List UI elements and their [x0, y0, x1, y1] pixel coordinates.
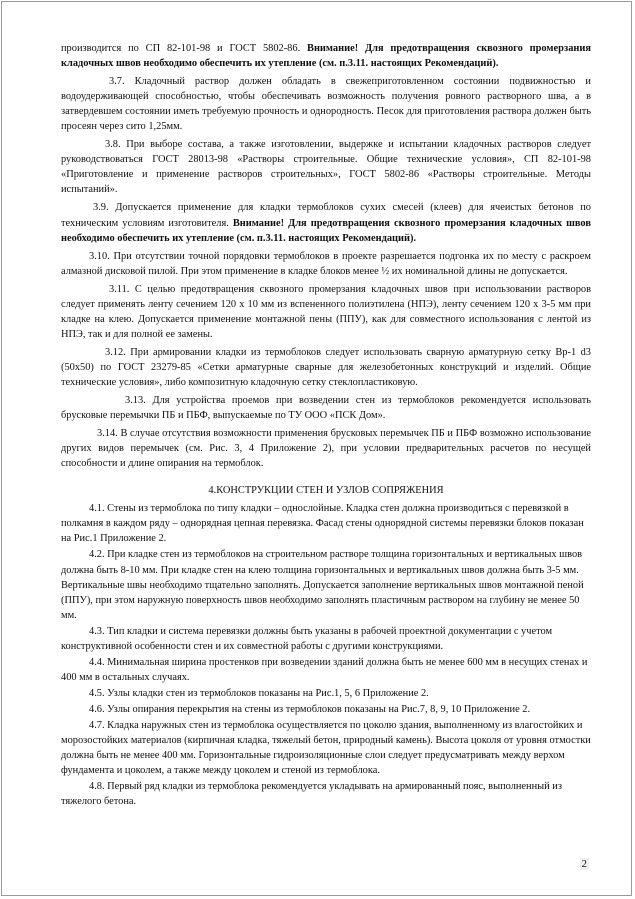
section-4-heading: 4.КОНСТРУКЦИИ СТЕН И УЗЛОВ СОПРЯЖЕНИЯ	[208, 485, 444, 497]
paragraph	[61, 393, 591, 423]
paragraph	[61, 345, 591, 390]
paragraph-run: 3.12. При армировании кладки из термоблоков следует использовать сварную арматурную сетку Вр-1 d3 (50х50) по ГОСТ 23279-85 «Сетки арматурные сварные для железобетонных конструкций и изделий. Общие технические условия», либо композитную кладочную сетку стеклопластиковую.	[61, 346, 591, 388]
paragraph	[61, 41, 591, 71]
paragraph-bold-run: Внимание! Для предотвращения сквозного промерзания кладочных швов необходимо обеспечить их утепление (см. п.3.11. настоящих Рекомендаций).	[61, 217, 591, 244]
page-content	[61, 41, 591, 809]
paragraph: 4.8. Первый ряд кладки из термоблока рекомендуется укладывать на армированный пояс, выполненный из тяжелого бетона.	[61, 781, 562, 808]
paragraph	[61, 137, 591, 197]
section-4-body	[61, 501, 591, 809]
paragraph-run: производится по СП 82-101-98 и ГОСТ 5802-86.	[61, 43, 308, 54]
paragraph: 4.1. Стены из термоблока по типу кладки – однослойные. Кладка стен должна производиться с перевязкой в полкамня в каждом ряду – однорядная цепная перевязка. Фасад стены однорядной системы перевязки блоков показан на Рис.1 Приложение 2.	[61, 503, 584, 545]
paragraph-run: 3.9. Допускается применение для кладки термоблоков сухих смесей (клеев) для ячеистых бетонов по техническим условиям изготовителя.	[61, 202, 591, 229]
section-3-continuation	[61, 41, 591, 471]
paragraph: 4.5. Узлы кладки стен из термоблоков показаны на Рис.1, 5, 6 Приложение 2.	[89, 687, 429, 699]
paragraph-run: 3.7. Кладочный раствор должен обладать в свежеприготовленном состоянии подвижностью и водоудерживающей способностью, чтобы обеспечивать возможность получения ровного растворного шва, а в затвердевшем состоянии иметь требуемую прочность и однородность. Песок для приготовления раствора должен быть просеян через сито 1,25мм.	[61, 76, 591, 133]
paragraph: 4.4. Минимальная ширина простенков при возведении зданий должна быть не менее 600 мм в несущих стенах и 400 мм в остальных случаях.	[61, 656, 588, 683]
paragraph	[61, 249, 591, 279]
paragraph-run: 3.13. Для устройства проемов при возведении стен из термоблоков рекомендуется использовать брусковые перемычки ПБ и ПБФ, выпускаемые по ТУ ООО «ПСК Дом».	[61, 395, 591, 422]
paragraph: 4.2. При кладке стен из термоблоков на строительном растворе толщина горизонтальных и вертикальных швов должна быть 8-10 мм. При кладке стен на клею толщина горизонтальных и вертикальных швов должна быть 3-5 мм. Вертикальные швы необходимо тщательно заполнять. Допускается заполнение вертикальных швов монтажной пеной (ППУ), при этом наружную поверхность швов необходимо заполнять пластичным раствором на глубину не менее 50 мм.	[61, 549, 584, 621]
paragraph-run: 3.8. При выборе состава, а также изготовлении, выдержке и испытании кладочных растворов следует руководствоваться ГОСТ 28013-98 «Растворы строительные. Общие технические условия», СП 82-101-98 «Приготовление и применение растворов строительных», ГОСТ 5802-86 «Растворы строительные. Методы испытаний».	[61, 139, 591, 196]
paragraph	[61, 282, 591, 342]
paragraph: 4.7. Кладка наружных стен из термоблока осуществляется по цоколю здания, выполненному из влагостойких и морозостойких материалов (кирпичная кладка, тяжелый бетон, природный камень). Высота цоколя от уровня отмостки должна быть не менее 400 мм. Горизонтальные гидроизоляционные слои следует предусматривать между верхом фундамента и цоколем, а также между цоколем и стеной из термоблока.	[61, 719, 591, 777]
paragraph-run: 3.10. При отсутствии точной порядовки термоблоков в проекте разрешается подгонка их по месту с раскроем алмазной дисковой пилой. При этом применение в кладке блоков менее ½ их номинальной длины не допускается.	[61, 250, 591, 277]
paragraph: 4.6. Узлы опирания перекрытия на стены из термоблоков показаны на Рис.7, 8, 9, 10 Приложение 2.	[89, 703, 531, 715]
paragraph-run: 3.11. С целью предотвращения сквозного промерзания кладочных швов при использовании растворов следует применять ленту сечением 120 х 10 мм из вспененного полиэтилена (НПЭ), ленту сечением 120 х 3-5 мм при кладке на клею. Допускается применение монтажной пены (ППУ), как для совместного использования с лентой из НПЭ, так и для полной ее замены.	[61, 283, 591, 340]
section-4	[61, 483, 591, 809]
page-number: 2	[581, 858, 587, 870]
paragraph	[61, 426, 591, 471]
paragraph-bold-run: Внимание! Для предотвращения сквозного промерзания кладочных швов необходимо обеспечить их утепление (см. п.3.11. настоящих Рекомендаций).	[61, 43, 591, 70]
paragraph: 4.3. Тип кладки и система перевязки должны быть указаны в рабочей проектной документации с учетом конструктивной особенности стен и их совместной работы с другими конструкциями.	[61, 625, 553, 652]
paragraph-run: 3.14. В случае отсутствия возможности применения брусковых перемычек ПБ и ПБФ возможно использование других видов перемычек (см. Рис. 3, 4 Приложение 2), при условии предварительных расчетов по несущей способности и длине опирания на термоблок.	[61, 428, 591, 470]
paragraph	[61, 74, 591, 134]
document-page	[1, 1, 632, 896]
paragraph	[61, 200, 591, 245]
